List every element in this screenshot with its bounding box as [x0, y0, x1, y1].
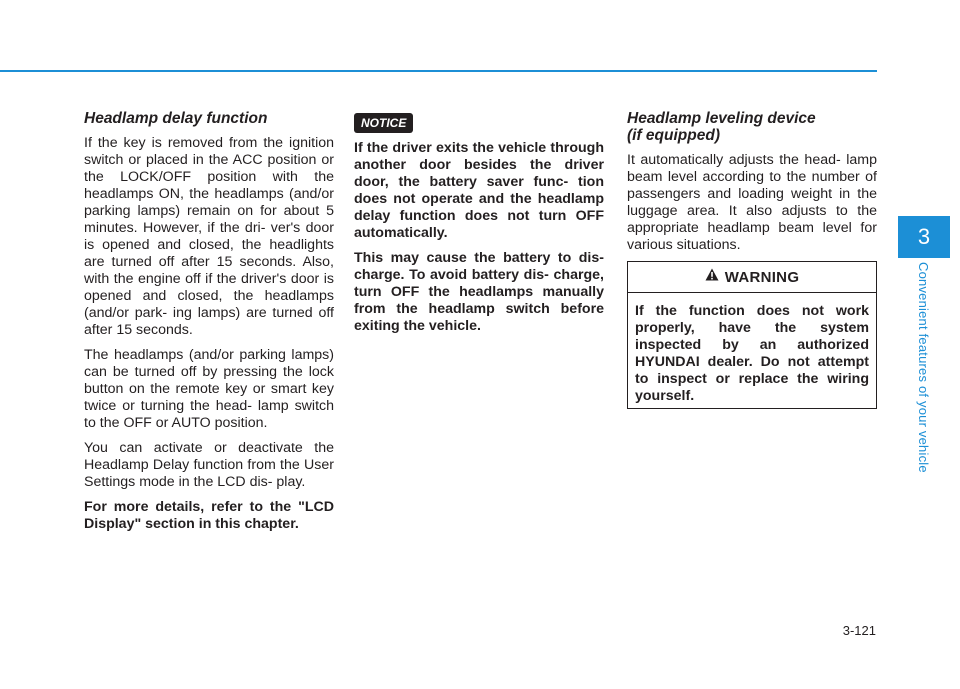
paragraph: If the key is removed from the ignition switch or placed in the ACC position or the LOCK/OFF position with the headlamps ON, the headlamps (and/or parking lamps) remain on for about 5 minutes. However, if the dri- ver's door is opened and closed, the headlights are turned off after 15 seconds. Also, with the engine off if the driver's door is opened and closed, the headlamps (and/or park- ing lamps) are turned off after 15 seconds.	[84, 135, 334, 338]
column-left	[84, 110, 334, 541]
section-title-line: (if equipped)	[627, 127, 720, 144]
section-title-line: Headlamp leveling device	[627, 110, 816, 127]
warning-title: WARNING	[724, 268, 800, 286]
warning-triangle-icon	[705, 268, 719, 286]
paragraph: It automatically adjusts the head- lamp beam level according to the number of passengers and loading weight in the luggage area. It also adjusts to the appropriate headlamp beam level for various situations.	[627, 152, 877, 253]
notice-paragraph: This may cause the battery to dis- charge. To avoid battery dis- charge, turn OFF the headlamps manually from the headlamp switch before exiting the vehicle.	[354, 250, 604, 334]
chapter-tab: 3	[898, 216, 950, 258]
paragraph: You can activate or deactivate the Headlamp Delay function from the User Settings mode in the LCD dis- play.	[84, 440, 334, 490]
paragraph-reference: For more details, refer to the "LCD Display" section in this chapter.	[84, 499, 334, 532]
column-middle	[354, 140, 604, 343]
column-right	[627, 110, 877, 262]
warning-header	[628, 262, 876, 293]
paragraph: The headlamps (and/or parking lamps) can be turned off by pressing the lock button on the remote key or smart key twice or turning the head- lamp switch to the OFF or AUTO position.	[84, 347, 334, 431]
notice-badge: NOTICE	[354, 113, 413, 133]
warning-box	[627, 261, 877, 409]
section-title-headlamp-leveling	[627, 110, 877, 144]
page-number: 3-121	[842, 623, 876, 638]
warning-text: If the function does not work properly, have the system inspected by an authorized HYUNDAI dealer. Do not attempt to inspect or replace the wiring yourself.	[635, 303, 869, 404]
chapter-title: Convenient features of your vehicle	[916, 262, 931, 473]
top-rule	[0, 70, 877, 72]
section-title-headlamp-delay: Headlamp delay function	[84, 110, 268, 127]
notice-paragraph: If the driver exits the vehicle through another door besides the driver door, the battery saver func- tion does not operate and the headlamp delay function does not turn OFF automatically.	[354, 140, 604, 241]
